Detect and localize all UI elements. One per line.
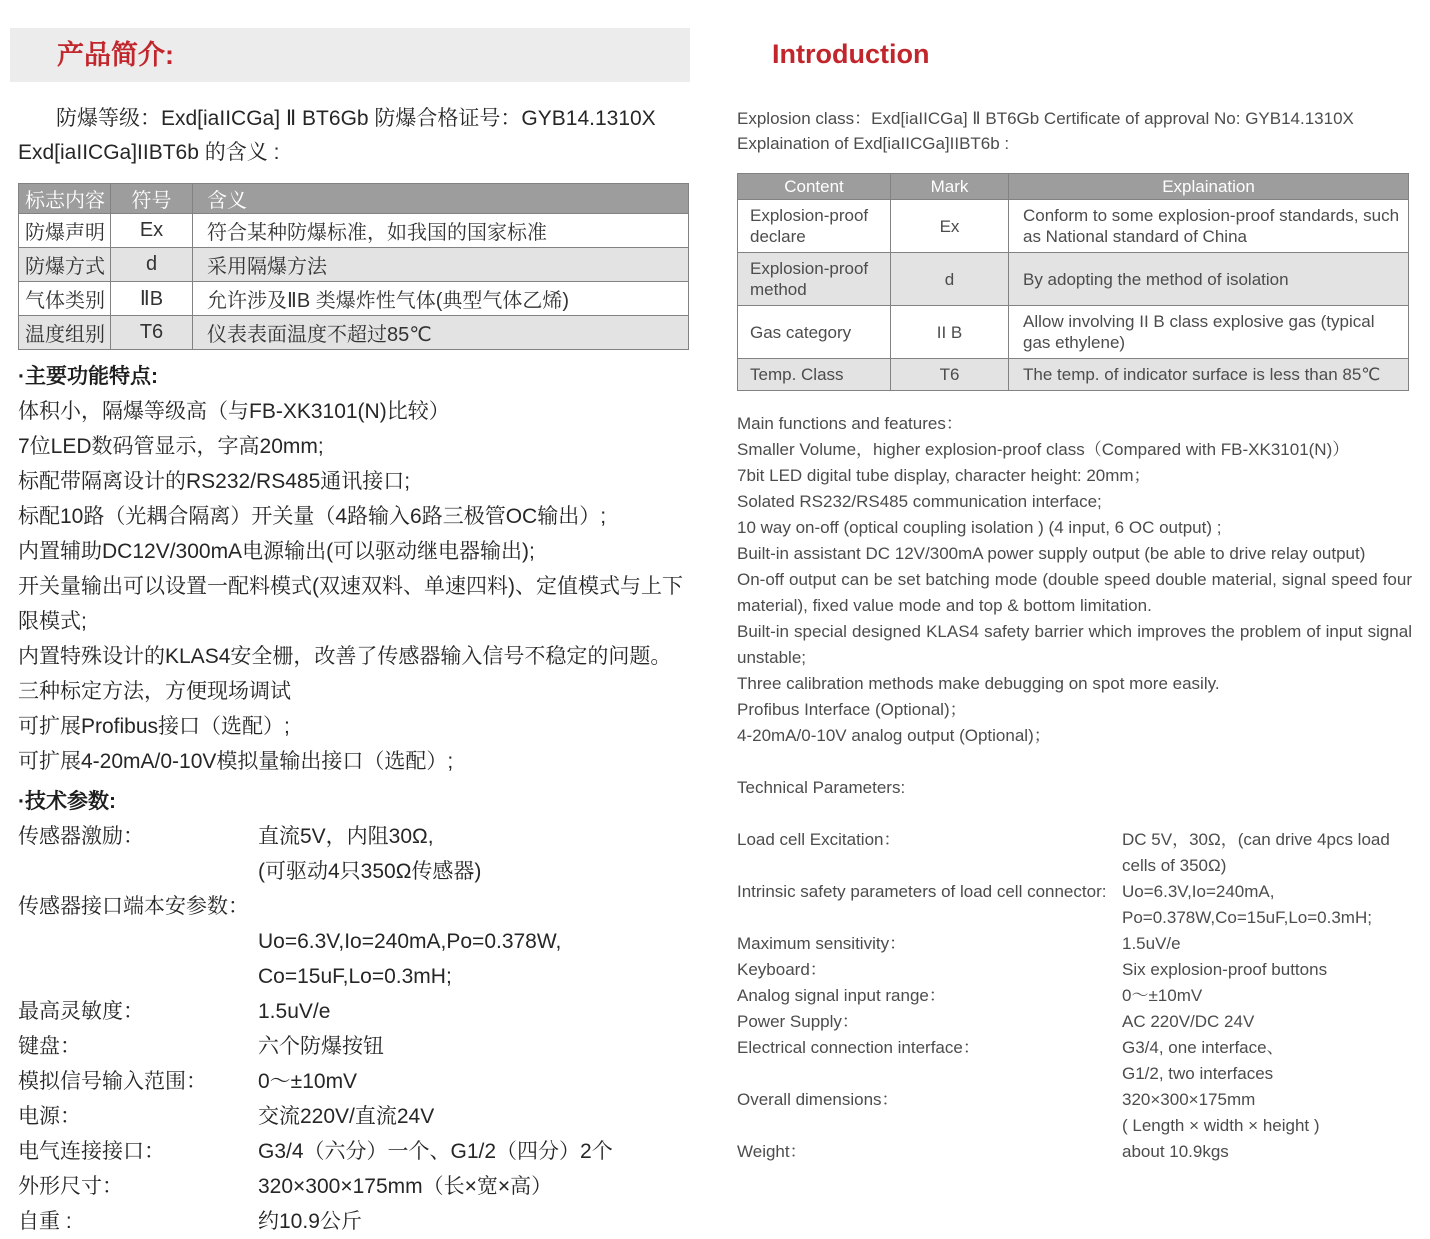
cell-mark: Ex — [891, 200, 1009, 253]
feature-item: 10 way on-off (optical coupling isolation ) (4 input, 6 OC output) ; — [737, 518, 1222, 537]
param-row — [737, 1009, 1423, 1035]
column-header: 标志内容 — [19, 184, 111, 214]
cell-mark: ⅡB — [111, 282, 193, 316]
param-value: Co=15uF,Lo=0.3mH; — [258, 965, 452, 988]
param-row — [18, 819, 695, 854]
param-value: Uo=6.3V,Io=240mA,Po=0.378W, — [258, 930, 562, 953]
table-header-row — [738, 174, 1409, 200]
cell-explaination: The temp. of indicator surface is less than 85℃ — [1009, 359, 1409, 391]
param-value: G3/4（六分）一个、G1/2（四分）2个 — [258, 1140, 613, 1163]
param-label — [18, 854, 258, 889]
cell-mark: d — [111, 248, 193, 282]
param-value: 交流220V/直流24V — [258, 1105, 435, 1128]
cell-content: 气体类别 — [19, 282, 111, 316]
param-label: Electrical connection interface： — [737, 1038, 980, 1057]
cell-content: 防爆声明 — [19, 214, 111, 248]
param-row — [737, 1139, 1423, 1165]
chinese-column — [10, 28, 695, 1239]
cell-content: Explosion-proof declare — [738, 200, 891, 253]
table-row — [19, 214, 689, 248]
param-label: 电源： — [18, 1105, 81, 1128]
features-title-cn: ·主要功能特点: — [18, 365, 158, 388]
cell-content: 温度组别 — [19, 316, 111, 350]
params-list-cn — [18, 819, 695, 1239]
param-label: Intrinsic safety parameters of load cell connector: — [737, 882, 1107, 901]
marking-table-cn — [18, 183, 689, 350]
explosion-class-paragraph-en — [737, 106, 1417, 156]
param-row — [18, 994, 695, 1029]
param-row — [737, 1035, 1423, 1061]
param-label: 传感器激励： — [18, 825, 144, 848]
feature-item: 开关量输出可以设置一配料模式(双速双料、单速四料)、定值模式与上下限模式; — [18, 575, 683, 633]
cell-mark: d — [891, 253, 1009, 306]
param-value: 六个防爆按钮 — [258, 1035, 384, 1058]
param-value: ( Length × width × height ) — [1122, 1116, 1320, 1135]
feature-item: Smaller Volume，higher explosion-proof class（Compared with FB-XK3101(N)） — [737, 440, 1350, 459]
column-header: Content — [738, 174, 891, 200]
features-list-cn — [18, 394, 692, 779]
param-value: 320×300×175mm — [1122, 1090, 1256, 1109]
column-header: 含义 — [193, 184, 689, 214]
param-row — [737, 905, 1423, 931]
param-row — [737, 853, 1423, 879]
table-row — [19, 282, 689, 316]
table-row — [738, 253, 1409, 306]
feature-item: 7bit LED digital tube display, character height: 20mm； — [737, 466, 1151, 485]
param-value: 1.5uV/e — [258, 1000, 331, 1023]
cell-content: Gas category — [738, 306, 891, 359]
section-title-banner — [10, 28, 690, 82]
param-value: 约10.9公斤 — [258, 1210, 362, 1233]
table-row — [19, 316, 689, 350]
param-label: 电气连接接口： — [18, 1140, 165, 1163]
cell-mark: II B — [891, 306, 1009, 359]
table-row — [19, 248, 689, 282]
param-row — [737, 957, 1423, 983]
param-row — [18, 1134, 695, 1169]
column-header: Mark — [891, 174, 1009, 200]
param-row — [18, 1204, 695, 1239]
param-value — [258, 889, 695, 924]
feature-item: Built-in special designed KLAS4 safety barrier which improves the problem of input signal unstable; — [737, 622, 1412, 667]
feature-item: Built-in assistant DC 12V/300mA power supply output (be able to drive relay output) — [737, 544, 1366, 563]
param-value: Po=0.378W,Co=15uF,Lo=0.3mH; — [1122, 908, 1372, 927]
marking-table-en — [737, 173, 1409, 391]
param-label: Analog signal input range： — [737, 986, 946, 1005]
param-label: 自重 : — [18, 1210, 72, 1233]
param-row — [18, 1029, 695, 1064]
features-title-en: Main functions and features： — [737, 414, 963, 433]
cell-content: Temp. Class — [738, 359, 891, 391]
param-row — [737, 879, 1423, 905]
cell-content: 防爆方式 — [19, 248, 111, 282]
param-value: G1/2, two interfaces — [1122, 1064, 1274, 1083]
feature-item: 三种标定方法，方便现场调试 — [18, 680, 291, 703]
param-value: DC 5V，30Ω，(can drive 4pcs load — [1122, 830, 1390, 849]
param-label: Weight： — [737, 1142, 807, 1161]
param-row — [737, 1113, 1423, 1139]
features-list-en — [737, 437, 1412, 749]
feature-item: Profibus Interface (Optional)； — [737, 700, 967, 719]
column-header: 符号 — [111, 184, 193, 214]
param-row — [18, 959, 695, 994]
param-label: 传感器接口端本安参数： — [18, 895, 249, 918]
param-value: cells of 350Ω) — [1122, 856, 1227, 875]
param-row — [18, 1099, 695, 1134]
cell-explaination: By adopting the method of isolation — [1009, 253, 1409, 306]
feature-item: 标配10路（光耦合隔离）开关量（4路输入6路三极管OC输出）; — [18, 505, 607, 528]
explosion-class-paragraph-cn — [18, 102, 690, 170]
explosion-class-line-cn: 防爆等级：Exd[iaIICGa] Ⅱ BT6Gb 防爆合格证号：GYB14.1310X — [56, 107, 656, 130]
cell-explaination: Allow involving II B class explosive gas (typical gas ethylene) — [1009, 306, 1409, 359]
param-label: Load cell Excitation： — [737, 830, 901, 849]
param-label — [737, 853, 1122, 879]
param-row — [18, 854, 695, 889]
cell-mark: T6 — [111, 316, 193, 350]
feature-item: 7位LED数码管显示，字高20mm; — [18, 435, 324, 458]
param-row — [18, 924, 695, 959]
page-title-cn: 产品简介: — [57, 40, 174, 70]
param-value: 0～±10mV — [258, 1070, 358, 1093]
feature-item: 可扩展4-20mA/0-10V模拟量输出接口（选配）; — [18, 750, 454, 773]
param-value: 1.5uV/e — [1122, 934, 1181, 953]
cell-explaination: 允许涉及ⅡB 类爆炸性气体(典型气体乙烯) — [193, 282, 689, 316]
explosion-class-line-en: Explosion class：Exd[iaIICGa] Ⅱ BT6Gb Certificate of approval No: GYB14.1310X — [737, 109, 1354, 128]
table-row — [738, 200, 1409, 253]
param-value: Uo=6.3V,Io=240mA, — [1122, 882, 1275, 901]
table-row — [738, 306, 1409, 359]
feature-item: 4-20mA/0-10V analog output (Optional)； — [737, 726, 1051, 745]
param-label — [18, 924, 258, 959]
param-label — [737, 1113, 1122, 1139]
table-row — [738, 359, 1409, 391]
feature-item: On-off output can be set batching mode (double speed double material, signal speed four material), fixed value mode and top & bottom limitation. — [737, 570, 1412, 615]
param-value: 320×300×175mm（长×宽×高） — [258, 1175, 553, 1198]
param-row — [18, 1064, 695, 1099]
cell-explaination: 符合某种防爆标准，如我国的国家标准 — [193, 214, 689, 248]
page-title-en: Introduction — [772, 39, 930, 69]
param-value: about 10.9kgs — [1122, 1142, 1229, 1161]
param-row — [737, 827, 1423, 853]
cell-content: Explosion-proof method — [738, 253, 891, 306]
param-label — [18, 959, 258, 994]
param-value: AC 220V/DC 24V — [1122, 1012, 1255, 1031]
feature-item: Three calibration methods make debugging on spot more easily. — [737, 674, 1220, 693]
feature-item: Solated RS232/RS485 communication interface; — [737, 492, 1102, 511]
param-label: 键盘： — [18, 1035, 81, 1058]
feature-item: 体积小，隔爆等级高（与FB-XK3101(N)比较） — [18, 400, 450, 423]
param-value: 0～±10mV — [1122, 986, 1203, 1005]
cell-explaination: 仪表表面温度不超过85℃ — [193, 316, 689, 350]
param-label: 最高灵敏度： — [18, 1000, 144, 1023]
param-label: Overall dimensions： — [737, 1090, 899, 1109]
cell-mark: T6 — [891, 359, 1009, 391]
feature-item: 内置特殊设计的KLAS4安全栅，改善了传感器输入信号不稳定的问题。 — [18, 645, 672, 668]
params-title-en: Technical Parameters: — [737, 778, 906, 797]
param-value: 直流5V，内阻30Ω, — [258, 825, 434, 848]
cell-explaination: Conform to some explosion-proof standards, such as National standard of China — [1009, 200, 1409, 253]
column-header: Explaination — [1009, 174, 1409, 200]
param-label: 模拟信号输入范围： — [18, 1070, 207, 1093]
cell-explaination: 采用隔爆方法 — [193, 248, 689, 282]
param-label: Power Supply： — [737, 1012, 859, 1031]
param-row — [737, 931, 1423, 957]
param-label: Keyboard： — [737, 960, 827, 979]
param-row — [737, 983, 1423, 1009]
feature-item: 可扩展Profibus接口（选配）; — [18, 715, 290, 738]
param-value: Six explosion-proof buttons — [1122, 960, 1328, 979]
params-list-en — [737, 827, 1423, 1165]
param-value: (可驱动4只350Ω传感器) — [258, 860, 482, 883]
explaination-line-en: Explaination of Exd[iaIICGa]IIBT6b : — [737, 134, 1010, 153]
cell-mark: Ex — [111, 214, 193, 248]
param-label: 外形尺寸： — [18, 1175, 123, 1198]
param-row — [18, 889, 695, 924]
param-label — [737, 1061, 1122, 1087]
english-column — [725, 28, 1423, 1165]
table-header-row — [19, 184, 689, 214]
param-label — [737, 905, 1122, 931]
param-row — [737, 1087, 1423, 1113]
param-row — [18, 1169, 695, 1204]
explaination-line-cn: Exd[iaIICGa]IIBT6b 的含义 : — [18, 141, 280, 164]
param-label: Maximum sensitivity： — [737, 934, 907, 953]
params-title-cn: ·技术参数: — [18, 790, 116, 813]
feature-item: 标配带隔离设计的RS232/RS485通讯接口; — [18, 470, 411, 493]
feature-item: 内置辅助DC12V/300mA电源输出(可以驱动继电器输出); — [18, 540, 535, 563]
param-value: G3/4, one interface、 — [1122, 1038, 1284, 1057]
param-row — [737, 1061, 1423, 1087]
